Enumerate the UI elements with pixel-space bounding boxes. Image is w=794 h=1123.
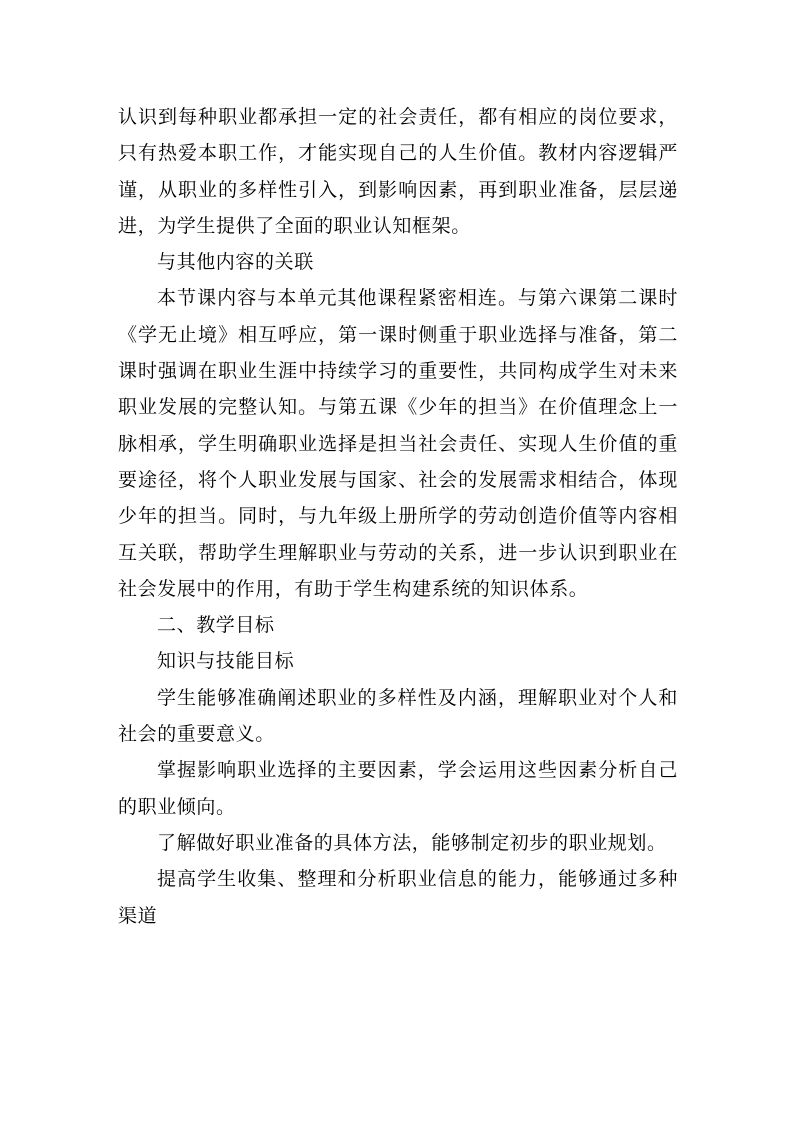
document-body [118, 99, 678, 934]
goal-item-3: 了解做好职业准备的具体方法，能够制定初步的职业规划。 [157, 831, 667, 854]
goal-item-1: 学生能够准确阐述职业的多样性及内涵，理解职业对个人和社会的重要意义。 [118, 686, 678, 746]
goal-item-2: 掌握影响职业选择的主要因素，学会运用这些因素分析自己的职业倾向。 [118, 759, 678, 818]
section-heading-teaching-goals: 二、教学目标 [157, 614, 275, 637]
section-heading-relations: 与其他内容的关联 [157, 251, 314, 274]
paragraph-relations: 本节课内容与本单元其他课程紧密相连。与第六课第二课时《学无止境》相互呼应，第一课时侧重于职业选择与准备，第二课时强调在职业生涯中持续学习的重要性，共同构成学生对未来职业发展的完整认知。与第五课《少年的担当》在价值理念上一脉相承，学生明确职业选择是担当社会责任、实现人生价值的重要途径，将个人职业发展与国家、社会的发展需求相结合，体现少年的担当。同时，与九年级上册所学的劳动创造价值等内容相互关联，帮助学生理解职业与劳动的关系，进一步认识到职业在社会发展中的作用，有助于学生构建系统的知识体系。 [118, 287, 678, 600]
goal-item-4: 提高学生收集、整理和分析职业信息的能力，能够通过多种渠道 [118, 868, 678, 927]
paragraph-continuation: 认识到每种职业都承担一定的社会责任，都有相应的岗位要求，只有热爱本职工作，才能实现自己的人生价值。教材内容逻辑严谨，从职业的多样性引入，到影响因素，再到职业准备，层层递进，为学生提供了全面的职业认知框架。 [118, 106, 678, 237]
subheading-knowledge-skills: 知识与技能目标 [157, 650, 295, 673]
